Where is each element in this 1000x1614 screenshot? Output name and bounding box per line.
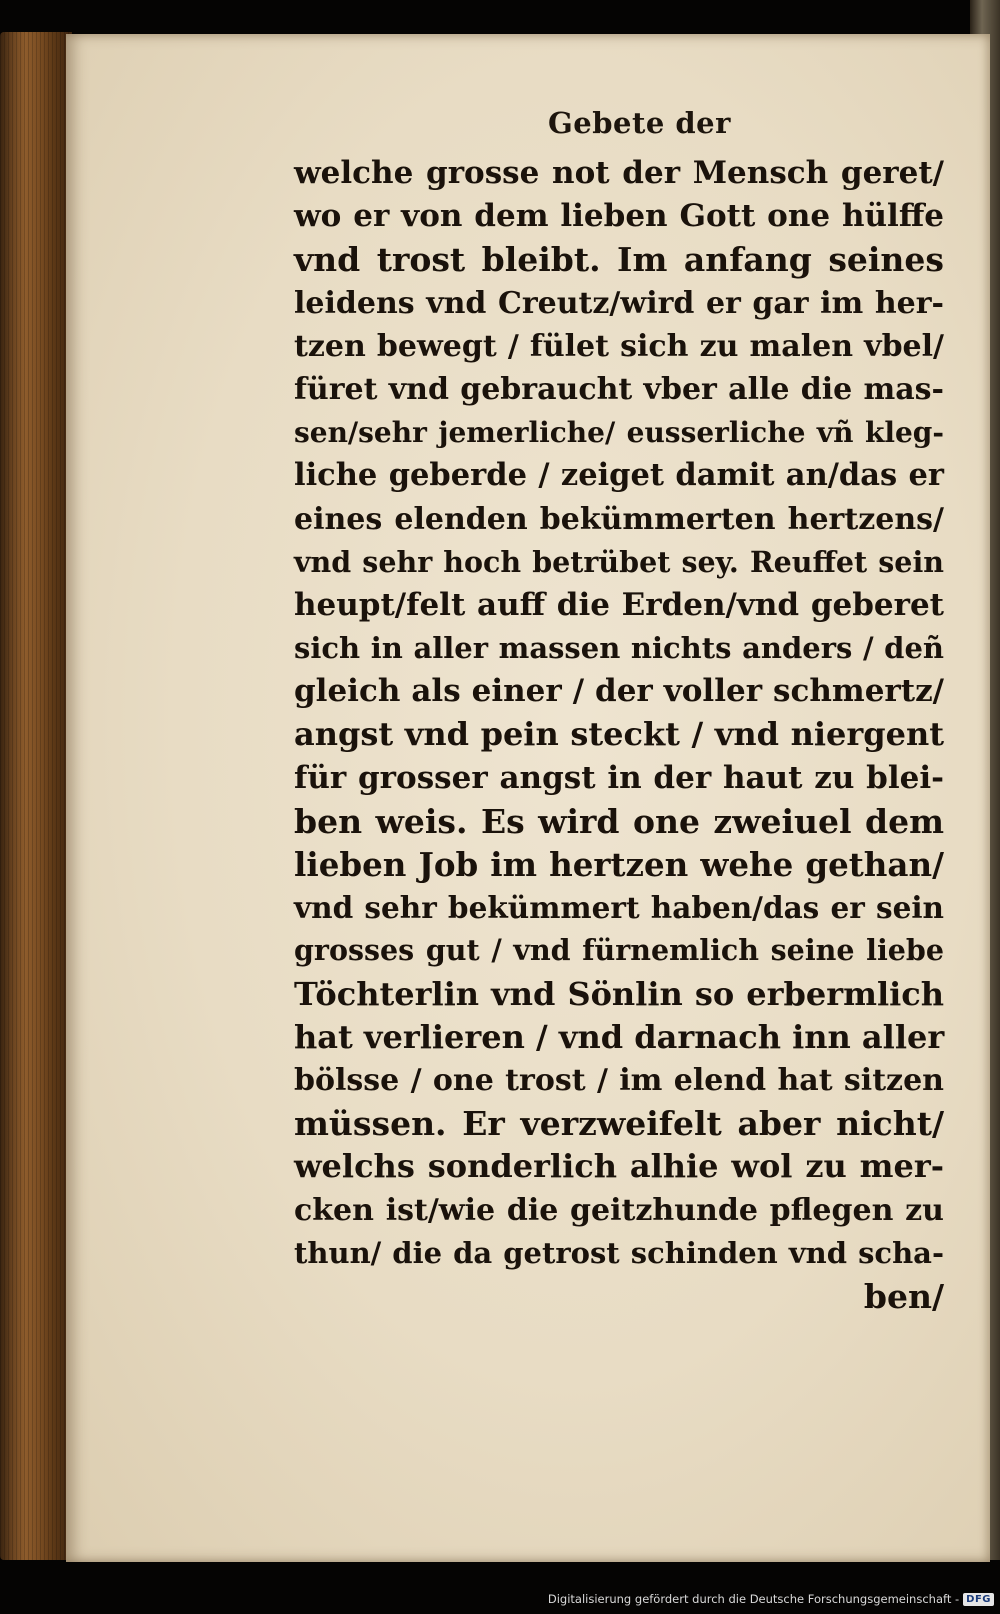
running-head: Gebete der [548,106,731,140]
book-binding-edge [0,32,72,1560]
text-line: heupt/felt auff die Erden/vnd geberet [294,586,944,623]
text-line: vnd trost bleibt. Im anfang seines [294,240,944,280]
text-line: angst vnd pein steckt / vnd niergent [294,715,944,754]
book-page [66,34,990,1562]
text-line: Töchterlin vnd Sönlin so erbermlich [294,974,944,1013]
text-line: hat verlieren / vnd darnach inn aller [294,1017,945,1056]
text-line: bölsse / one trost / im elend hat sitzen [294,1062,944,1098]
credit-text: Digitalisierung gefördert durch die Deutsche Forschungsgemeinschaft - [547,1592,960,1606]
text-line: vnd sehr bekümmert haben/das er sein [294,890,944,926]
text-line: für grosser angst in der haut zu blei- [294,759,944,796]
text-line: thun/ die da getrost schinden vnd scha- [294,1235,944,1270]
text-line: liche geberde / zeiget damit an/das er [294,457,944,494]
text-line: ben weis. Es wird one zweiuel dem [294,801,944,841]
text-line: welchs sonderlich alhie wol zu mer- [294,1147,944,1186]
text-line: vnd sehr hoch betrübet sey. Reuffet sein [294,544,944,579]
text-line: sen/sehr jemerliche/ eusserliche vñ kleg- [294,416,944,450]
text-line: wo er von dem lieben Gott one hülffe [294,198,944,235]
text-line: leidens vnd Creutz/wird er gar im her- [294,285,944,321]
text-line: cken ist/wie die geitzhunde pflegen zu [294,1192,944,1228]
text-line: gleich als einer / der voller schmertz/ [294,673,944,710]
text-block [294,152,944,1318]
text-line: müssen. Er verzweifelt aber nicht/ [294,1104,944,1144]
catchword: ben/ [863,1276,944,1316]
text-line: grosses gut / vnd fürnemlich seine liebe [294,933,944,968]
text-line: füret vnd gebraucht vber alle die mas- [294,371,944,407]
digitization-credit [548,1588,994,1610]
text-line: sich in aller massen nichts anders / deñ [294,631,944,666]
text-line: welche grosse not der Mensch geret/ [294,155,944,191]
text-line: lieben Job im hertzen wehe gethan/ [294,845,944,884]
text-line: eines elenden bekümmerten hertzens/ [294,501,944,537]
dfg-logo: DFG [963,1593,994,1606]
text-line: tzen bewegt / fület sich zu malen vbel/ [294,328,944,364]
